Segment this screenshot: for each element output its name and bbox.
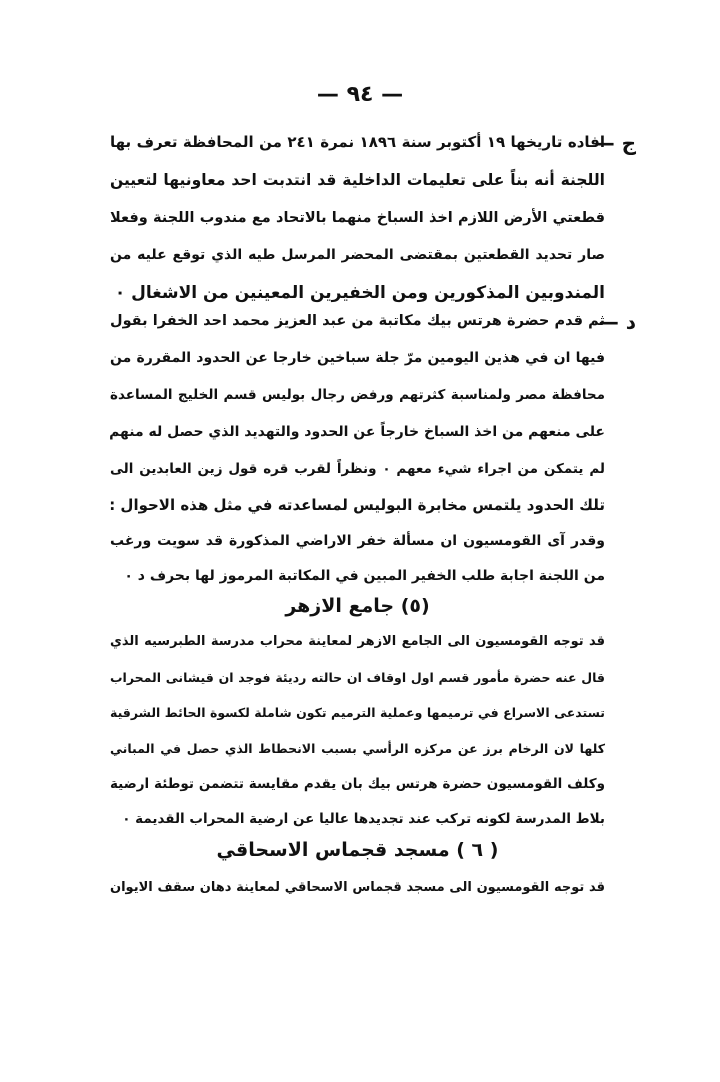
section-5-heading: (٥) جامع الازهر: [285, 595, 430, 617]
section-5-line: قد توجه القومسيون الى الجامع الازهر لمعاينة محراب مدرسة الطبرسيه الذي: [110, 634, 605, 649]
section-d-line: ثم قدم حضرة هرتس بيك مكاتبة من عبد العزيز محمد احد الخفرا بقول: [110, 313, 605, 329]
section-c-line: صار تحديد القطعتين بمقتضى المحضر المرسل طيه الذي توقع عليه من: [110, 247, 605, 263]
section-5-line: بلاط المدرسة لكونه تركب عند تجديدها عاليا عن ارضية المحراب القديمة ٠: [122, 811, 605, 827]
section-d-line: من اللجنة اجابة طلب الخفير المبين في المكاتبة المرموز لها بحرف د ٠: [124, 568, 605, 584]
section-c-line: اللجنة أنه بناً على تعليمات الداخلية قد انتدبت احد معاونيها لتعيين: [110, 171, 605, 189]
section-5-line: تستدعى الاسراع في ترميمها وعملية الترميم تكون شاملة لكسوة الحائط الشرقية: [110, 705, 605, 720]
section-5-line: كلها لان الرخام برز عن مركزه الرأسي بسبب الانحطاط الذي حصل في المباني: [110, 741, 605, 756]
section-c-line: المندوبين المذكورين ومن الخفيرين المعينين من الاشغال ٠: [114, 283, 605, 303]
section-c-marker: ج —: [594, 131, 636, 155]
section-d-line: وقدر آى القومسيون ان مسألة خفر الاراضي المذكورة قد سويت ورغب: [110, 533, 605, 549]
section-d-line: فيها ان في هذين اليومين مرّ جلة سباخين خارجا عن الحدود المقررة من: [110, 350, 605, 366]
section-6-line: قد توجه القومسيون الى مسجد قجماس الاسحاقي لمعاينة دهان سقف الايوان: [110, 880, 605, 895]
section-5-line: وكلف القومسيون حضرة هرتس بيك بان يقدم مقايسة تتضمن توطئة ارضية: [110, 776, 605, 792]
section-d-marker: د —: [598, 310, 636, 334]
section-d-line: على منعهم من اخذ السباخ خارجاً عن الحدود والتهديد الذي حصل له منهم: [109, 424, 605, 440]
page-number: — ٩٤ —: [316, 82, 404, 107]
section-c-line: قطعتي الأرض اللازم اخذ السباخ منهما بالاتحاد مع مندوب اللجنة وفعلا: [110, 210, 605, 226]
section-d-line: محافظة مصر ولمناسبة كثرتهم ورفض رجال بوليس قسم الخليج المساعدة: [110, 387, 605, 403]
section-d-line: تلك الحدود يلتمس مخابرة البوليس لمساعدته في مثل هذه الاحوال :: [109, 496, 605, 514]
section-d-line: لم يتمكن من اجراء شيء معهم ٠ ونظراً لقرب قره قول زين العابدين الى: [110, 461, 605, 477]
section-c-line: افاده تاريخها ١٩ أكتوبر سنة ١٨٩٦ نمرة ٢٤١ من المحافظة تعرف بها: [110, 133, 605, 151]
section-6-heading: ( ٦ ) مسجد قجماس الاسحاقي: [216, 839, 499, 861]
section-5-line: قال عنه حضرة مأمور قسم اول اوقاف ان حالته رديئة فوجد ان قيشانى المحراب: [110, 670, 605, 685]
